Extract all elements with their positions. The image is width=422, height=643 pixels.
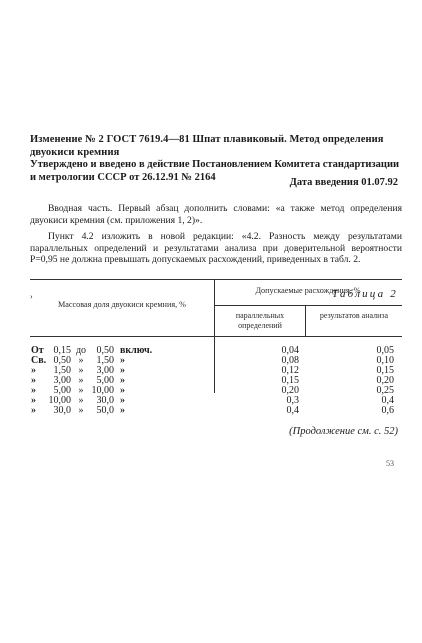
results-value: 0,10 [376, 355, 394, 366]
range-to-word: » [78, 385, 84, 396]
table-row [30, 405, 402, 416]
range-suffix: » [120, 405, 125, 416]
range-from: 30,0 [53, 405, 71, 416]
range-to: 0,50 [96, 345, 114, 356]
results-value: 0,6 [381, 405, 394, 416]
results-value: 0,4 [381, 395, 394, 406]
table-header-bottom-rule [30, 336, 402, 337]
range-prefix: » [31, 405, 36, 416]
parallel-value: 0,15 [281, 375, 299, 386]
range-from: 3,00 [53, 375, 71, 386]
range-to-word: » [78, 355, 84, 366]
range-prefix: » [31, 365, 36, 376]
range-from: 10,00 [48, 395, 71, 406]
range-to-word: до [75, 345, 87, 356]
range-suffix: » [120, 375, 125, 386]
effective-date: Дата введения 01.07.92 [289, 177, 398, 188]
results-value: 0,05 [376, 345, 394, 356]
parallel-value: 0,4 [286, 405, 299, 416]
range-to-word: » [78, 375, 84, 386]
range-suffix: » [120, 385, 125, 396]
range-to: 30,0 [96, 395, 114, 406]
range-prefix: » [31, 375, 36, 386]
parallel-value: 0,08 [281, 355, 299, 366]
range-prefix: Св. [31, 355, 47, 366]
parallel-value: 0,3 [286, 395, 299, 406]
range-suffix: включ. [120, 345, 153, 356]
range-prefix: » [31, 395, 36, 406]
parallel-value: 0,04 [281, 345, 299, 356]
parallel-value: 0,20 [281, 385, 299, 396]
paragraph-intro: Вводная часть. Первый абзац дополнить словами: «а также метод определения двуокиси кремния (см. приложения 1, 2)». [30, 203, 402, 226]
header-parallel-determinations: параллельных определений [235, 311, 285, 330]
range-from: 5,00 [53, 385, 71, 396]
header-allowed-discrepancy: Допускаемые расхождения, % [255, 286, 361, 295]
results-value: 0,20 [376, 375, 394, 386]
range-to: 3,00 [96, 365, 114, 376]
range-to-word: » [78, 395, 84, 406]
results-value: 0,15 [376, 365, 394, 376]
results-value: 0,25 [376, 385, 394, 396]
range-suffix: » [120, 355, 125, 366]
parallel-value: 0,12 [281, 365, 299, 376]
range-to: 10,00 [91, 385, 114, 396]
range-to-word: » [78, 405, 84, 416]
header-mass-fraction: Массовая доля двуокиси кремния, % [57, 300, 187, 309]
range-suffix: » [120, 365, 125, 376]
approval-statement: Утверждено и введено в действие Постановлением Комитета стандартизации и метрологии СССР от 26.12.91 № 2164 [30, 159, 400, 183]
range-from: 1,50 [53, 365, 71, 376]
range-prefix: » [31, 385, 36, 396]
paragraph-clause-4-2: Пункт 4.2 изложить в новой редакции: «4.2. Разность между результатами параллельных определений и результатами анализа при доверительной вероятности P=0,95 не должна превышать допускаемых расхождений, приведенных в табл. 2. [30, 231, 402, 266]
range-to: 50,0 [96, 405, 114, 416]
range-to: 1,50 [96, 355, 114, 366]
table-subheader-rule [214, 305, 402, 306]
table-title: Таблица 2 [332, 288, 398, 300]
range-suffix: » [120, 395, 125, 406]
range-prefix: От [31, 345, 44, 356]
margin-mark: › [30, 292, 33, 301]
range-to-word: » [78, 365, 84, 376]
table-top-rule [30, 279, 402, 280]
range-from: 0,15 [53, 345, 71, 356]
amendment-title: Изменение № 2 ГОСТ 7619.4—81 Шпат плавиковый. Метод определения двуокиси кремния [30, 134, 384, 158]
range-to: 5,00 [96, 375, 114, 386]
header-analysis-results: результатов анализа [319, 311, 389, 320]
page-number: 53 [386, 459, 394, 468]
range-from: 0,50 [53, 355, 71, 366]
continued-note: (Продолжение см. с. 52) [289, 426, 398, 437]
